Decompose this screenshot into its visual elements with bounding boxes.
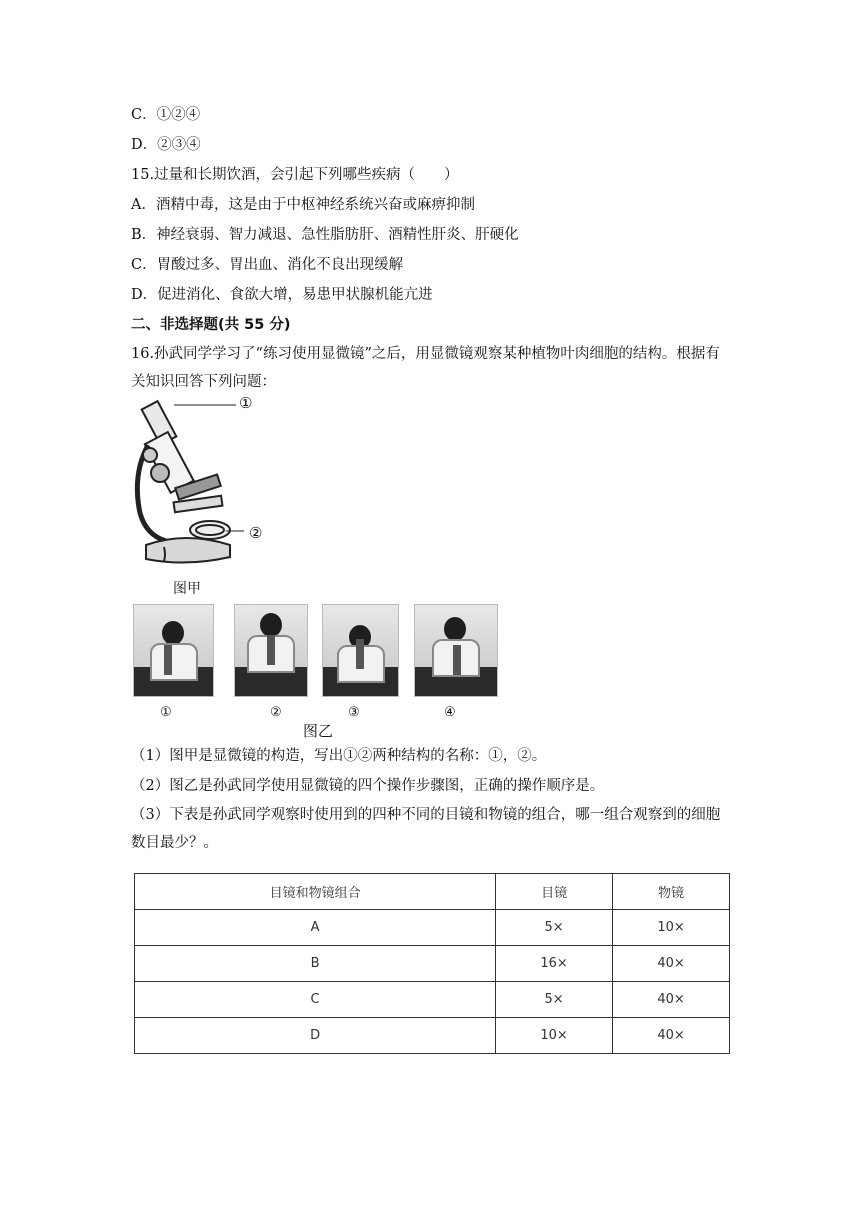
step-photo-2 (234, 604, 308, 697)
label-2: ② (249, 524, 263, 542)
table-cell: 40× (613, 1018, 730, 1054)
table-cell: B (135, 946, 496, 982)
table-header: 目镜和物镜组合 (135, 874, 496, 910)
table-header: 物镜 (613, 874, 730, 910)
table-cell: 40× (613, 946, 730, 982)
photo-label-2: ② (270, 705, 282, 720)
question-15: 15.过量和长期饮酒，会引起下列哪些疾病（ ） (131, 167, 459, 183)
lens-combination-table (134, 873, 730, 1054)
table-cell: 5× (496, 982, 613, 1018)
photo-label-4: ④ (444, 705, 456, 720)
sub-question-1: （1）图甲是显微镜的构造，写出①②两种结构的名称：①，②。 (131, 748, 547, 764)
photo-label-3: ③ (348, 705, 360, 720)
table-cell: 40× (613, 982, 730, 1018)
label-1: ① (239, 394, 253, 412)
option-d: D．②③④ (131, 137, 201, 153)
question-16: 16.孙武同学学习了“练习使用显微镜”之后，用显微镜观察某种植物叶肉细胞的结构。根据有关知识回答下列问题： (131, 346, 720, 390)
figure-a-caption: 图甲 (173, 581, 201, 597)
table-row (135, 910, 730, 946)
table-cell: 10× (613, 910, 730, 946)
q15-option-d: D．促进消化、食欲大增，易患甲状腺机能亢进 (131, 287, 433, 303)
sub-question-3: （3）下表是孙武同学观察时使用到的四种不同的目镜和物镜的组合，哪一组合观察到的细胞数目最少？。 (131, 807, 721, 851)
table-cell: 10× (496, 1018, 613, 1054)
step-photo-4 (414, 604, 498, 697)
sub-question-2: （2）图乙是孙武同学使用显微镜的四个操作步骤图，正确的操作顺序是。 (131, 778, 605, 794)
table-row (135, 982, 730, 1018)
table-cell: D (135, 1018, 496, 1054)
q15-option-b: B．神经衰弱、智力减退、急性脂肪肝、酒精性肝炎、肝硬化 (131, 227, 519, 243)
section-heading: 二、非选择题(共 55 分) (131, 317, 291, 333)
photo-label-1: ① (160, 705, 172, 720)
table-cell: A (135, 910, 496, 946)
step-photo-3 (322, 604, 399, 697)
option-c: C．①②④ (131, 107, 201, 123)
table-header: 目镜 (496, 874, 613, 910)
table-cell: C (135, 982, 496, 1018)
table-cell: 16× (496, 946, 613, 982)
q15-option-a: A．酒精中毒，这是由于中枢神经系统兴奋或麻痹抑制 (131, 197, 475, 213)
microscope-illustration (126, 395, 276, 570)
figure-b-caption: 图乙 (303, 722, 334, 740)
table-row (135, 1018, 730, 1054)
table-cell: 5× (496, 910, 613, 946)
table-header-row (135, 874, 730, 910)
q15-option-c: C．胃酸过多、胃出血、消化不良出现缓解 (131, 257, 404, 273)
table-row (135, 946, 730, 982)
step-photo-1 (133, 604, 214, 697)
